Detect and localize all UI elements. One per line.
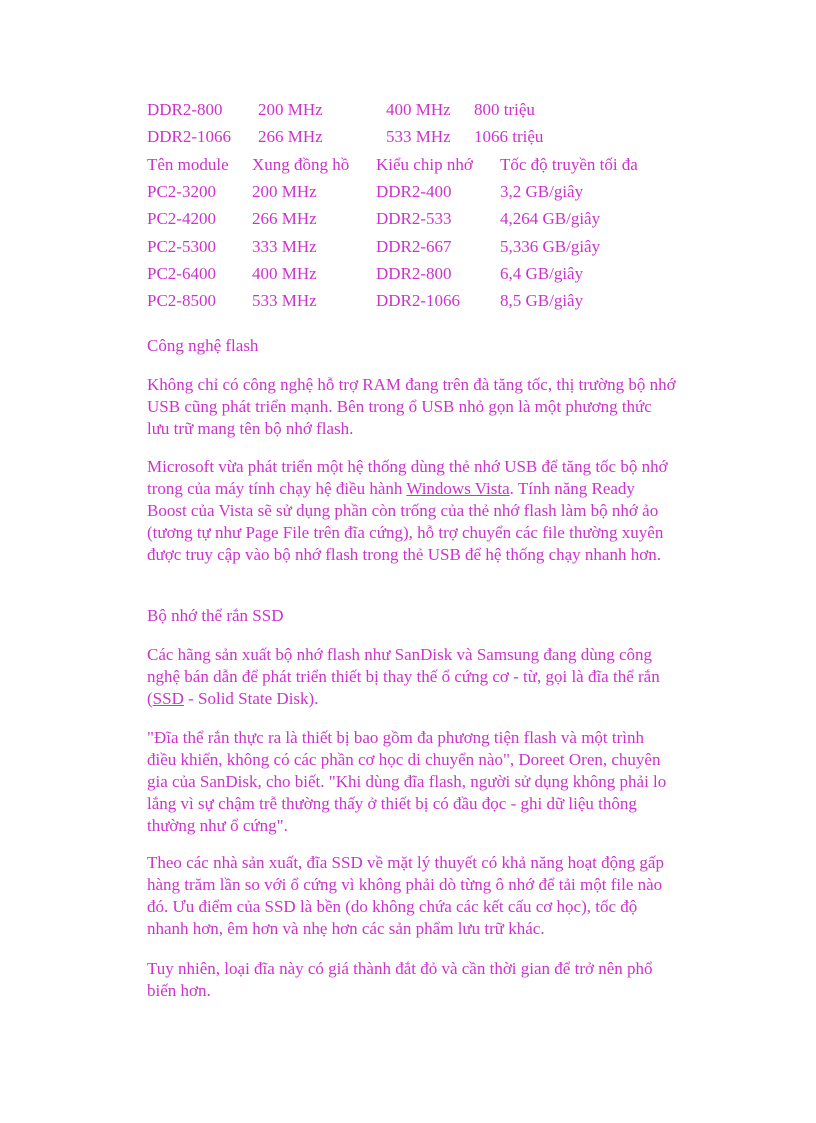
table-cell: DDR2-667 bbox=[376, 237, 452, 256]
table-cell: DDR2-800 bbox=[376, 264, 452, 283]
table-cell: PC2-3200 bbox=[147, 182, 216, 201]
table-cell: DDR2-533 bbox=[376, 209, 452, 228]
paragraph-text: Các hãng sản xuất bộ nhớ flash như SanDisk và Samsung đang dùng công nghệ bán dẫn để phát triển thiết bị thay thế ổ cứng cơ - từ, gọi là đĩa thể rắn ( bbox=[147, 645, 660, 708]
table-cell: 8,5 GB/giây bbox=[500, 291, 584, 310]
speed-cell: 800 triệu bbox=[474, 100, 535, 119]
section-heading-ssd bbox=[147, 605, 677, 627]
table-cell: 266 MHz bbox=[252, 209, 317, 228]
speed-cell: 266 MHz bbox=[258, 127, 323, 146]
table-cell: 5,336 GB/giây bbox=[500, 237, 601, 256]
speed-cell: 200 MHz bbox=[258, 100, 323, 119]
section-heading-flash bbox=[147, 335, 677, 357]
paragraph bbox=[147, 852, 677, 940]
table-cell: 200 MHz bbox=[252, 182, 317, 201]
speed-cell: 1066 triệu bbox=[474, 127, 544, 146]
paragraph bbox=[147, 374, 677, 440]
paragraph bbox=[147, 644, 677, 710]
ssd-link[interactable]: SSD bbox=[152, 689, 184, 708]
column-header: Xung đồng hồ bbox=[252, 155, 350, 174]
paragraph-text: Tuy nhiên, loại đĩa này có giá thành đắt đỏ và cần thời gian để trở nên phổ biến hơn. bbox=[147, 959, 653, 1000]
speed-cell: DDR2-800 bbox=[147, 100, 223, 119]
speed-cell: 533 MHz bbox=[386, 127, 451, 146]
heading-text: Bộ nhớ thể rắn SSD bbox=[147, 606, 284, 625]
paragraph-text: "Đĩa thể rắn thực ra là thiết bị bao gồm đa phương tiện flash và một trình điều khiển, không có các phần cơ học di chuyển nào", Doreet Oren, chuyên gia của SanDisk, cho biết. "Khi dùng đĩa flash, người sử dụng không phải lo lắng vì sự chậm trễ thường thấy ở thiết bị có đầu đọc - ghi dữ liệu thông thường như ổ cứng". bbox=[147, 728, 667, 835]
table-cell: DDR2-1066 bbox=[376, 291, 461, 310]
paragraph-text: Theo các nhà sản xuất, đĩa SSD về mặt lý thuyết có khả năng hoạt động gấp hàng trăm lần so với ổ cứng vì không phải dò từng ô nhớ để tải một file nào đó. Ưu điểm của SSD là bền (do không chứa các kết cấu cơ học), tốc độ nhanh hơn, êm hơn và nhẹ hơn các sản phẩm lưu trữ khác. bbox=[147, 853, 664, 938]
paragraph bbox=[147, 456, 677, 566]
heading-text: Công nghệ flash bbox=[147, 336, 259, 355]
table-cell: 6,4 GB/giây bbox=[500, 264, 584, 283]
table-cell: PC2-4200 bbox=[147, 209, 216, 228]
windows-vista-link[interactable]: Windows Vista bbox=[406, 479, 510, 498]
speed-cell: 400 MHz bbox=[386, 100, 451, 119]
speed-cell: DDR2-1066 bbox=[147, 127, 232, 146]
table-cell: PC2-5300 bbox=[147, 237, 216, 256]
table-cell: 333 MHz bbox=[252, 237, 317, 256]
column-header: Kiểu chip nhớ bbox=[376, 155, 473, 174]
column-header: Tốc độ truyền tối đa bbox=[500, 155, 638, 174]
table-cell: 400 MHz bbox=[252, 264, 317, 283]
table-cell: PC2-8500 bbox=[147, 291, 216, 310]
table-cell: 533 MHz bbox=[252, 291, 317, 310]
table-cell: 4,264 GB/giây bbox=[500, 209, 601, 228]
paragraph bbox=[147, 958, 677, 1002]
paragraph-text: Không chỉ có công nghệ hỗ trợ RAM đang trên đà tăng tốc, thị trường bộ nhớ USB cũng phát triển mạnh. Bên trong ổ USB nhỏ gọn là một phương thức lưu trữ mang tên bộ nhớ flash. bbox=[147, 375, 676, 438]
paragraph bbox=[147, 727, 677, 837]
column-header: Tên module bbox=[147, 155, 229, 174]
table-cell: DDR2-400 bbox=[376, 182, 452, 201]
paragraph-text: Microsoft vừa phát triển một hệ thống dùng thẻ nhớ USB để tăng tốc bộ nhớ trong của máy tính chạy hệ điều hành bbox=[147, 457, 668, 498]
table-cell: 3,2 GB/giây bbox=[500, 182, 584, 201]
table-cell: PC2-6400 bbox=[147, 264, 216, 283]
paragraph-text: - Solid State Disk). bbox=[183, 689, 319, 708]
paragraph-text: . Tính năng Ready Boost của Vista sẽ sử dụng phần còn trống của thẻ nhớ flash làm bộ nhớ ảo (tương tự như Page File trên đĩa cứng), hỗ trợ chuyển các file thường xuyên được truy cập vào bộ nhớ flash trong thẻ USB để hệ thống chạy nhanh hơn. bbox=[147, 479, 664, 564]
